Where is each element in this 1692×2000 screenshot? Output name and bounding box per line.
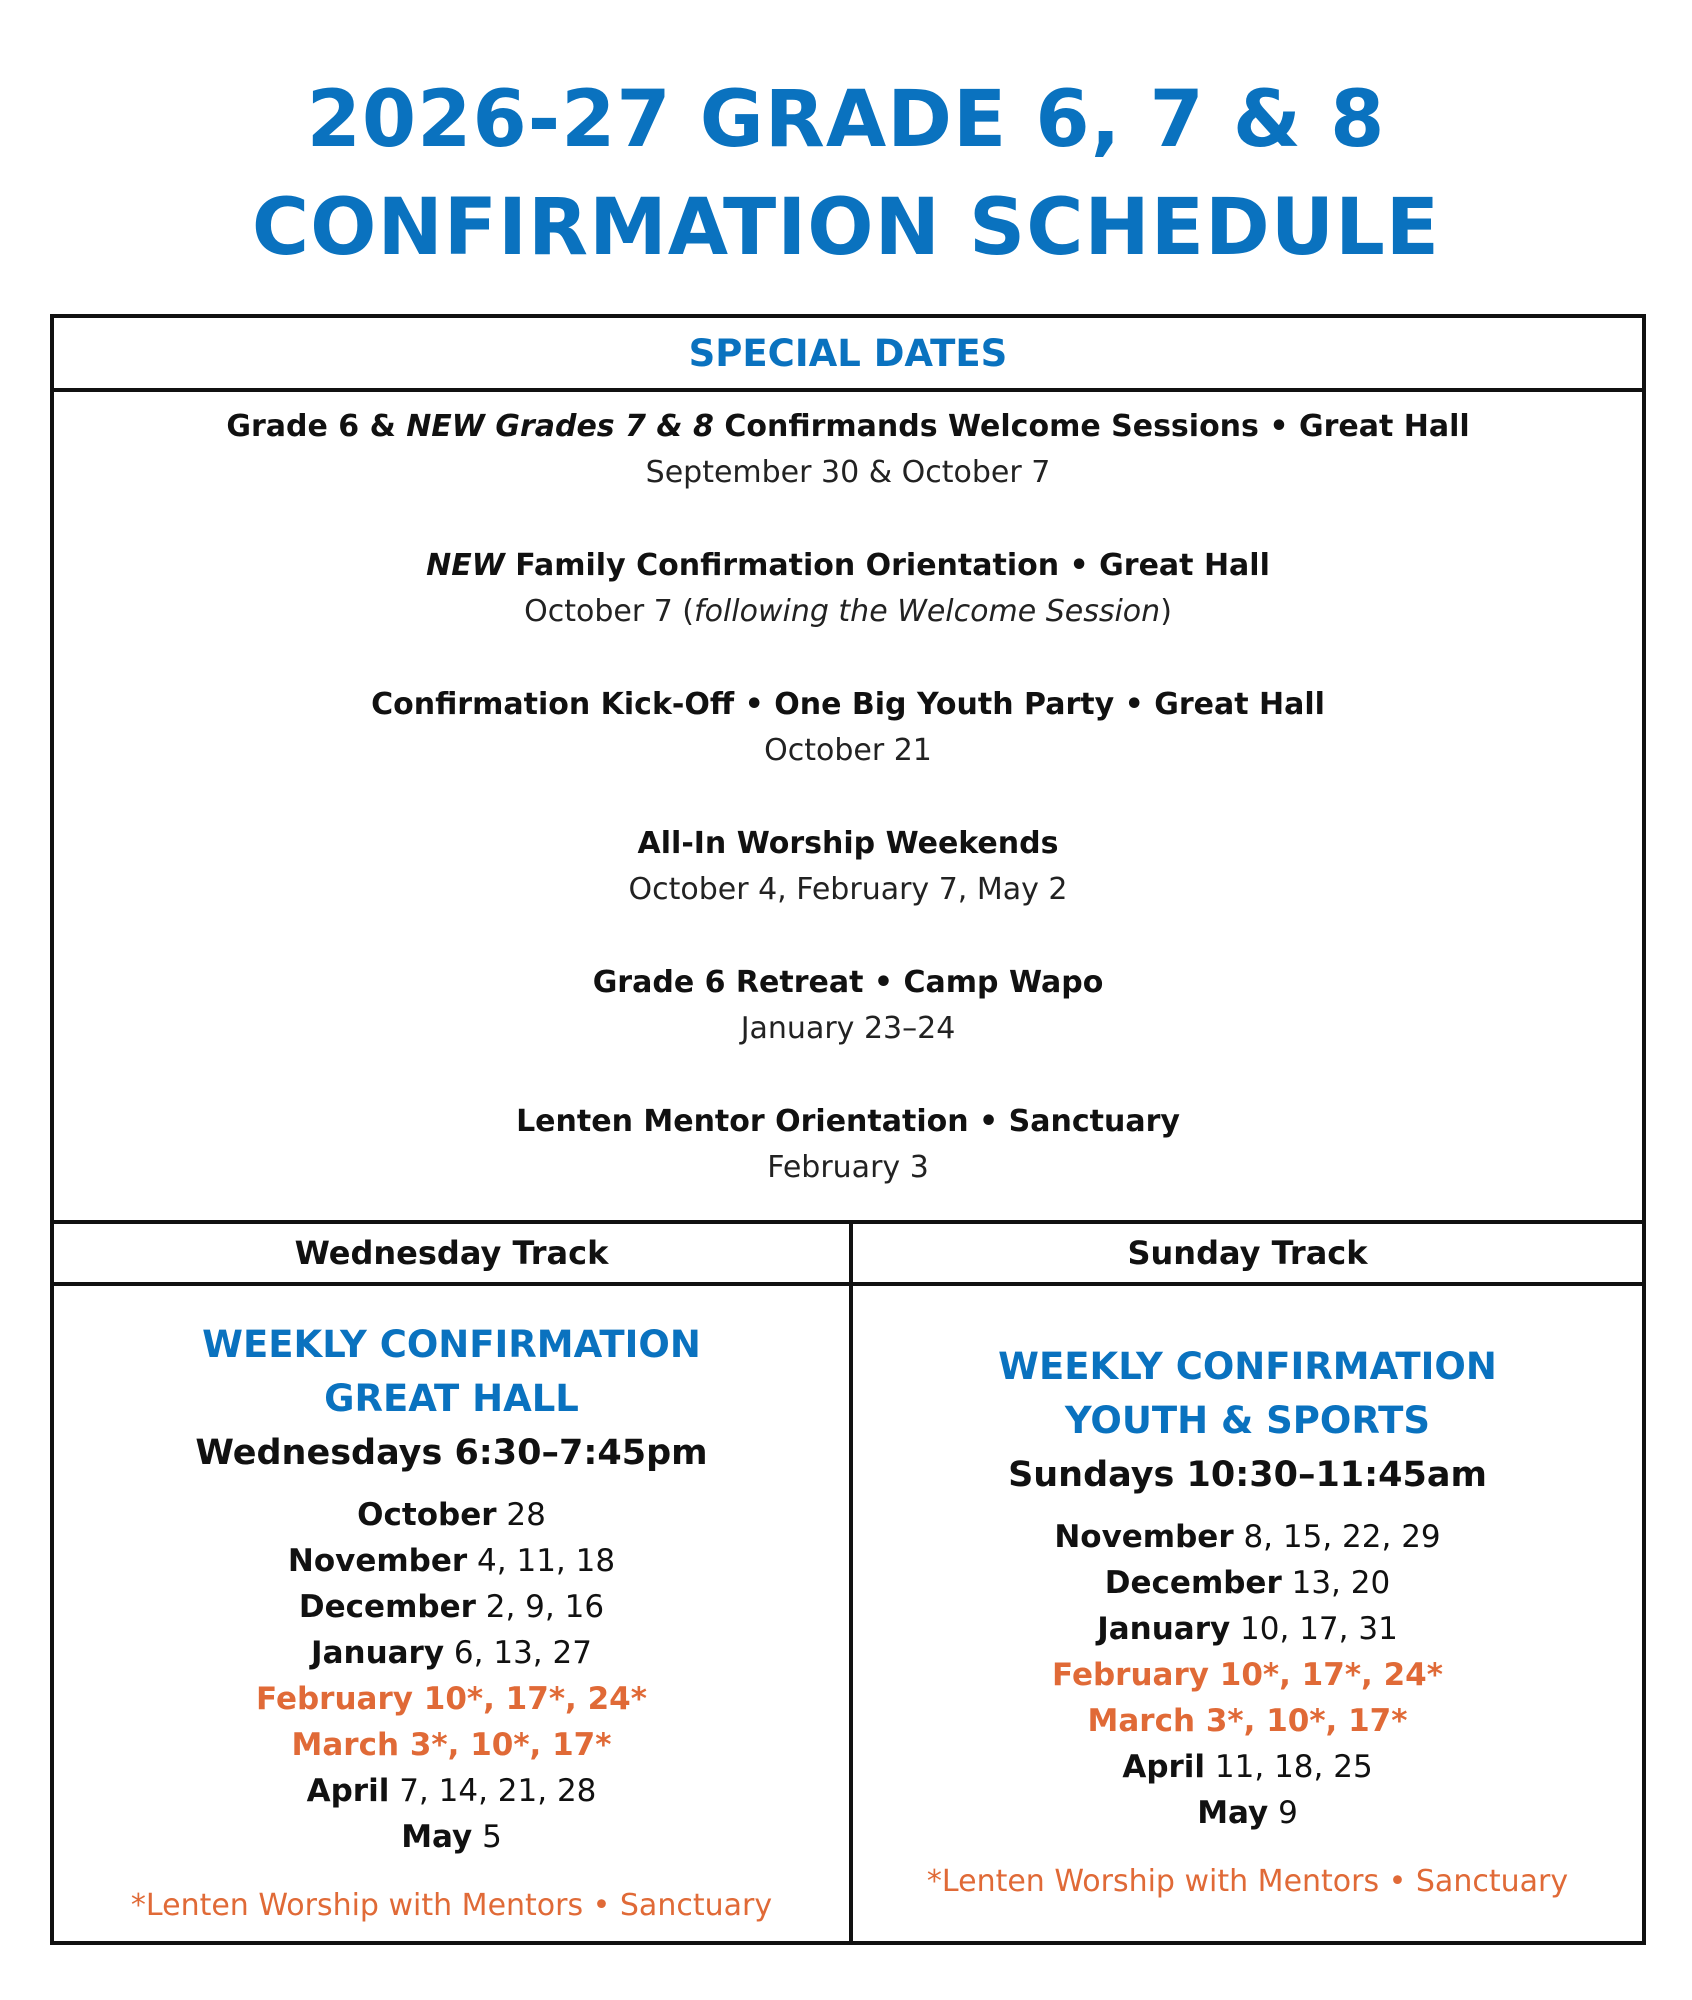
month-label: February <box>256 1681 413 1717</box>
special-dates-heading: SPECIAL DATES <box>688 331 1008 375</box>
date-list <box>54 1492 849 1860</box>
event-title <box>54 682 1642 728</box>
month-label: April <box>1122 1749 1206 1785</box>
date-row <box>54 1630 849 1676</box>
event-date-text: ) <box>1160 594 1172 629</box>
schedule-table <box>50 314 1646 1945</box>
month-label: January <box>1097 1611 1231 1647</box>
page-title-line-2: CONFIRMATION SCHEDULE <box>251 183 1441 273</box>
month-label: February <box>1052 1657 1209 1693</box>
date-row <box>853 1744 1642 1790</box>
event-title <box>54 543 1642 589</box>
day-values: 8, 15, 22, 29 <box>1233 1519 1441 1555</box>
event-title <box>54 404 1642 450</box>
month-label: May <box>401 1819 473 1855</box>
weekly-location: YOUTH & SPORTS <box>1064 1399 1431 1442</box>
month-label: March <box>1087 1703 1196 1739</box>
date-row <box>54 1676 849 1722</box>
event-title-italic: NEW Grades 7 & 8 <box>406 409 714 444</box>
weekly-heading: WEEKLY CONFIRMATION <box>202 1323 701 1366</box>
month-label: November <box>287 1543 468 1579</box>
date-row <box>54 1768 849 1814</box>
event-date-text: January 23–24 <box>740 1011 956 1046</box>
month-label: December <box>1104 1565 1282 1601</box>
month-label: October <box>357 1497 497 1533</box>
day-values: 10*, 17*, 24* <box>412 1681 647 1717</box>
date-row <box>853 1652 1642 1698</box>
sunday-track-heading: Sunday Track <box>1127 1234 1368 1272</box>
event-date-text: September 30 & October 7 <box>645 455 1051 490</box>
day-values: 6, 13, 27 <box>444 1635 592 1671</box>
divider <box>54 388 1642 392</box>
date-row <box>853 1514 1642 1560</box>
date-row <box>54 1722 849 1768</box>
day-values: 5 <box>472 1819 502 1855</box>
special-date-event <box>54 1099 1642 1238</box>
day-values: 9 <box>1268 1795 1298 1831</box>
wednesday-track-column <box>54 1318 849 1928</box>
weekly-location: GREAT HALL <box>324 1377 579 1420</box>
month-label: March <box>291 1727 400 1763</box>
event-title-text: Family Confirmation Orientation • Great Hall <box>504 548 1270 583</box>
month-label: December <box>298 1589 476 1625</box>
event-title-italic: NEW <box>426 548 505 583</box>
event-date <box>54 1145 1642 1191</box>
date-row <box>853 1698 1642 1744</box>
event-date-text: February 3 <box>767 1150 929 1185</box>
divider <box>54 1282 1642 1286</box>
wednesday-track-heading: Wednesday Track <box>294 1234 609 1272</box>
date-row <box>54 1492 849 1538</box>
event-date <box>54 450 1642 496</box>
lenten-note: *Lenten Worship with Mentors • Sanctuary <box>130 1888 773 1923</box>
date-row <box>853 1606 1642 1652</box>
special-dates-list <box>54 404 1642 1238</box>
event-date <box>54 589 1642 635</box>
date-list <box>853 1514 1642 1836</box>
special-date-event <box>54 682 1642 821</box>
date-row <box>853 1560 1642 1606</box>
event-date <box>54 728 1642 774</box>
weekly-time: Wednesdays 6:30–7:45pm <box>195 1433 708 1473</box>
weekly-heading: WEEKLY CONFIRMATION <box>998 1345 1497 1388</box>
date-row <box>54 1538 849 1584</box>
day-values: 3*, 10*, 17* <box>1195 1703 1408 1739</box>
event-title-text: Grade 6 Retreat • Camp Wapo <box>592 965 1104 1000</box>
lenten-note: *Lenten Worship with Mentors • Sanctuary <box>926 1864 1569 1899</box>
date-row <box>54 1584 849 1630</box>
event-title <box>54 821 1642 867</box>
event-title <box>54 960 1642 1006</box>
event-title-text: All-In Worship Weekends <box>637 826 1059 861</box>
event-date <box>54 1006 1642 1052</box>
special-date-event <box>54 960 1642 1099</box>
weekly-time: Sundays 10:30–11:45am <box>1008 1455 1487 1495</box>
date-row <box>853 1790 1642 1836</box>
day-values: 4, 11, 18 <box>467 1543 616 1579</box>
event-date-text: October 4, February 7, May 2 <box>628 872 1068 907</box>
day-values: 13, 20 <box>1281 1565 1391 1601</box>
event-date-text: October 7 ( <box>524 594 695 629</box>
event-title-text: Confirmands Welcome Sessions • Great Hall <box>713 409 1470 444</box>
day-values: 10, 17, 31 <box>1230 1611 1398 1647</box>
month-label: May <box>1197 1795 1269 1831</box>
month-label: November <box>1054 1519 1234 1555</box>
day-values: 28 <box>496 1497 546 1533</box>
date-row <box>54 1814 849 1860</box>
day-values: 10*, 17*, 24* <box>1208 1657 1443 1693</box>
special-date-event <box>54 543 1642 682</box>
day-values: 7, 14, 21, 28 <box>389 1773 597 1809</box>
day-values: 3*, 10*, 17* <box>399 1727 612 1763</box>
day-values: 11, 18, 25 <box>1205 1749 1373 1785</box>
event-date-italic: following the Welcome Session <box>694 594 1161 629</box>
event-title <box>54 1099 1642 1145</box>
month-label: January <box>311 1635 445 1671</box>
special-date-event <box>54 821 1642 960</box>
page-title-line-1: 2026-27 GRADE 6, 7 & 8 <box>306 75 1386 165</box>
event-date <box>54 867 1642 913</box>
event-date-text: October 21 <box>764 733 932 768</box>
event-title-text: Grade 6 & <box>226 409 407 444</box>
month-label: April <box>306 1773 390 1809</box>
sunday-track-column <box>853 1340 1642 1904</box>
special-date-event <box>54 404 1642 543</box>
event-title-text: Confirmation Kick-Off • One Big Youth Party • Great Hall <box>371 687 1325 722</box>
event-title-text: Lenten Mentor Orientation • Sanctuary <box>516 1104 1180 1139</box>
day-values: 2, 9, 16 <box>475 1589 605 1625</box>
